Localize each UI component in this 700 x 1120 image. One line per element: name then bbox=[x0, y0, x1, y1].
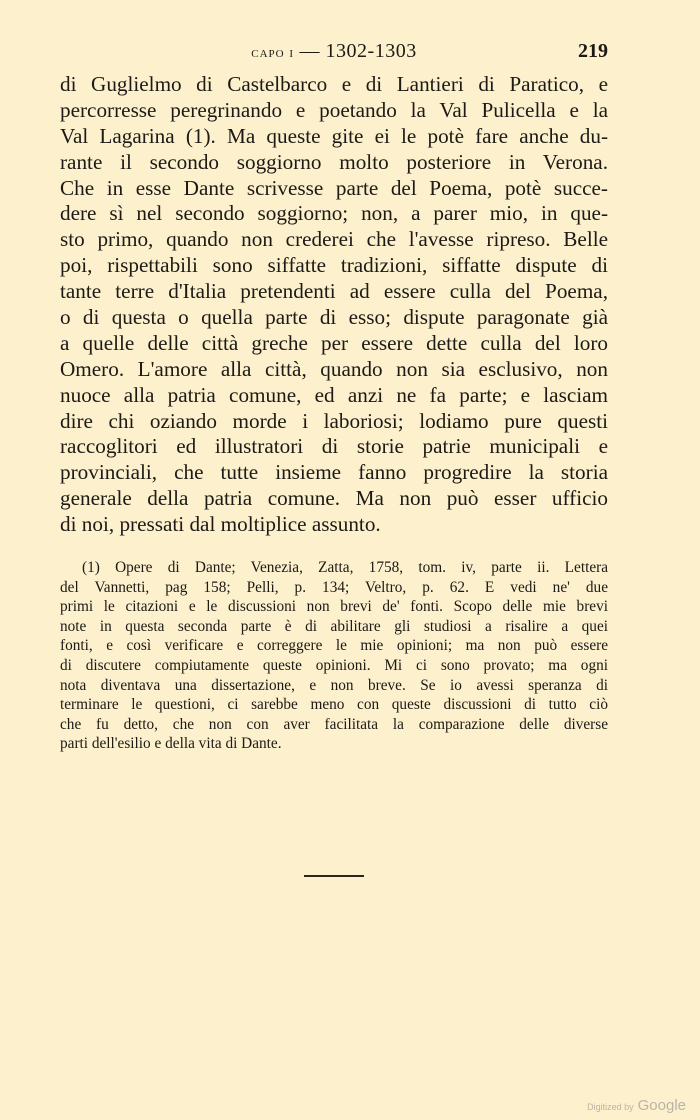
body-line: tante terre d'Italia pretendenti ad essere culla del Poema, bbox=[60, 279, 608, 304]
footnote-line: del Vannetti, pag 158; Pelli, p. 134; Veltro, p. 62. E vedi ne' due bbox=[60, 578, 608, 596]
footnote-line: primi le citazioni e le discussioni non brevi de' fonti. Scopo delle mie brevi bbox=[60, 598, 608, 616]
body-line: rante il secondo soggiorno molto posteriore in Verona. bbox=[60, 149, 608, 174]
footnote-line: fonti, e così verificare e correggere le mie opinioni; ma non può essere bbox=[60, 637, 608, 655]
footnote-line: parti dell'esilio e della vita di Dante. bbox=[60, 735, 282, 753]
running-title bbox=[60, 40, 608, 63]
footnote-line: terminare le questioni, ci sarebbe meno con queste discussioni di tutto ciò bbox=[60, 696, 608, 714]
body-line: percorresse peregrinando e poetando la Val Pulicella e la bbox=[60, 97, 608, 122]
section-rule bbox=[304, 875, 364, 877]
body-line: nuoce alla patria comune, ed anzi ne fa parte; e lasciam bbox=[60, 382, 608, 407]
body-line: raccoglitori ed illustratori di storie patrie municipali e bbox=[60, 434, 608, 459]
body-line: a quelle delle città greche per essere dette culla del loro bbox=[60, 330, 608, 355]
body-line: di Guglielmo di Castelbarco e di Lantieri di Paratico, e bbox=[60, 72, 608, 96]
body-line: generale della patria comune. Ma non può esser ufficio bbox=[60, 486, 608, 511]
body-line: dere sì nel secondo soggiorno; non, a parer mio, in que- bbox=[60, 201, 608, 226]
footnotes bbox=[60, 558, 608, 754]
running-head bbox=[60, 40, 608, 68]
body-line: Omero. L'amore alla città, quando non sia esclusivo, non bbox=[60, 356, 608, 381]
digitized-watermark bbox=[587, 1097, 686, 1114]
watermark-brand: Google bbox=[637, 1097, 686, 1114]
body-line: Val Lagarina (1). Ma queste gite ei le potè fare anche du- bbox=[60, 123, 608, 148]
body-line: dire chi oziando morde i laboriosi; lodiamo pure questi bbox=[60, 408, 608, 433]
footnote-line: nota diventava una dissertazione, e non breve. Se io avessi speranza di bbox=[60, 676, 608, 694]
body-text bbox=[60, 72, 608, 538]
body-line: o di questa o quella parte di esso; dispute paragonate già bbox=[60, 305, 608, 330]
footnote-line: di discutere compiutamente queste opinioni. Mi ci sono provato; ma ogni bbox=[60, 656, 608, 674]
body-line: Che in esse Dante scrivesse parte del Poema, potè succe- bbox=[60, 175, 608, 200]
chapter-label: capo i bbox=[251, 45, 295, 61]
footnote-line: che fu detto, che non con aver facilitata la comparazione delle diverse bbox=[60, 715, 608, 733]
watermark-prefix: Digitized by bbox=[587, 1102, 634, 1112]
body-line: poi, rispettabili sono siffatte tradizioni, siffatte dispute di bbox=[60, 253, 608, 278]
body-line: provinciali, che tutte insieme fanno progredire la storia bbox=[60, 460, 608, 485]
chapter-years: — 1302-1303 bbox=[299, 40, 417, 62]
body-line: sto primo, quando non crederei che l'avesse ripreso. Belle bbox=[60, 227, 608, 252]
body-line: di noi, pressati dal moltiplice assunto. bbox=[60, 512, 381, 537]
page-number: 219 bbox=[578, 40, 608, 62]
footnote-line: (1) Opere di Dante; Venezia, Zatta, 1758, tom. iv, parte ii. Lettera bbox=[82, 559, 608, 576]
footnote-line: note in questa seconda parte è di abilitare gli studiosi a risalire a quei bbox=[60, 617, 608, 635]
